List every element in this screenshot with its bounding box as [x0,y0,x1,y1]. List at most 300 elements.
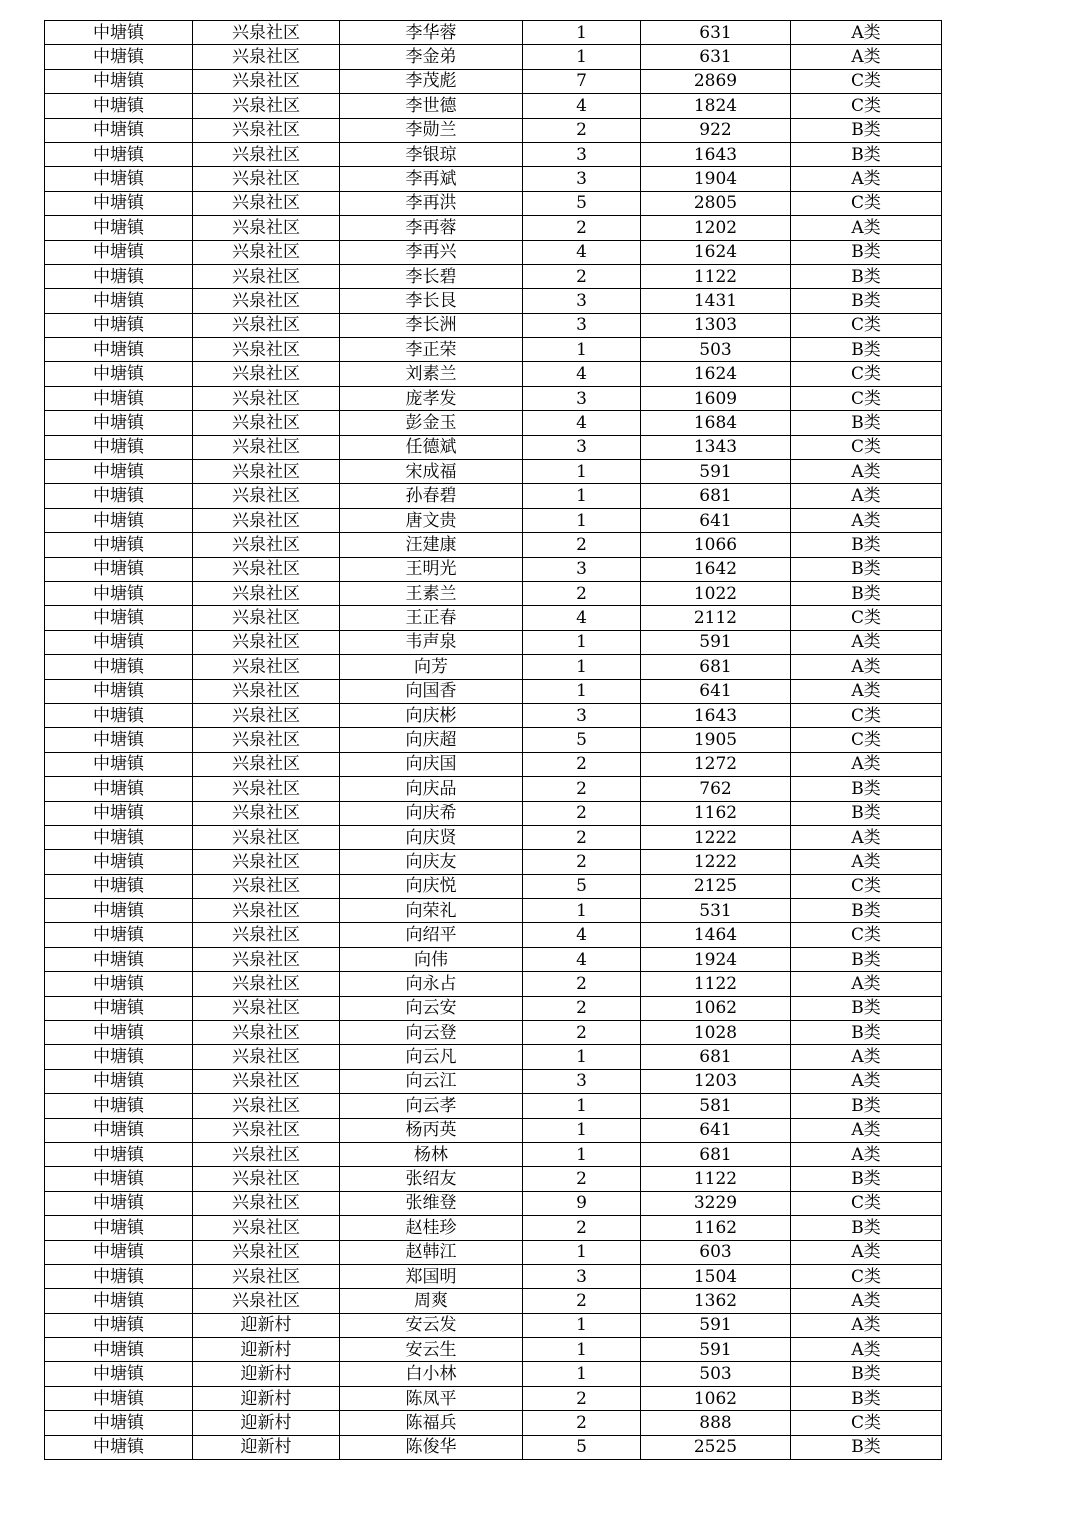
town-cell: 中塘镇 [45,216,193,240]
town-cell: 中塘镇 [45,972,193,996]
name-cell: 向绍平 [340,923,523,947]
table-row [45,1386,942,1410]
table-row [45,118,942,142]
amount-cell: 641 [641,1118,791,1142]
name-cell: 安云生 [340,1338,523,1362]
table-row [45,1021,942,1045]
count-cell: 3 [523,1264,641,1288]
name-cell: 庞孝发 [340,386,523,410]
table-row [45,1142,942,1166]
count-cell: 2 [523,1167,641,1191]
table-row [45,1313,942,1337]
category-cell: B类 [791,1094,942,1118]
count-cell: 2 [523,996,641,1020]
table-row [45,484,942,508]
table-row [45,191,942,215]
count-cell: 3 [523,1069,641,1093]
amount-cell: 1464 [641,923,791,947]
count-cell: 2 [523,581,641,605]
name-cell: 向庆国 [340,752,523,776]
count-cell: 5 [523,874,641,898]
table-row [45,1435,942,1459]
name-cell: 李再兴 [340,240,523,264]
count-cell: 5 [523,1435,641,1459]
community-cell: 兴泉社区 [193,338,340,362]
name-cell: 李银琼 [340,142,523,166]
town-cell: 中塘镇 [45,1435,193,1459]
count-cell: 1 [523,1094,641,1118]
category-cell: C类 [791,606,942,630]
count-cell: 1 [523,679,641,703]
community-cell: 兴泉社区 [193,386,340,410]
name-cell: 向永占 [340,972,523,996]
data-table [44,20,942,1460]
table-row [45,801,942,825]
count-cell: 3 [523,289,641,313]
table-row [45,947,942,971]
community-cell: 兴泉社区 [193,1191,340,1215]
count-cell: 2 [523,1411,641,1435]
community-cell: 兴泉社区 [193,1240,340,1264]
town-cell: 中塘镇 [45,801,193,825]
name-cell: 向云登 [340,1021,523,1045]
category-cell: B类 [791,1167,942,1191]
town-cell: 中塘镇 [45,874,193,898]
community-cell: 兴泉社区 [193,533,340,557]
category-cell: B类 [791,142,942,166]
amount-cell: 1222 [641,825,791,849]
amount-cell: 1066 [641,533,791,557]
amount-cell: 1362 [641,1289,791,1313]
count-cell: 2 [523,1386,641,1410]
table-row [45,460,942,484]
table-row [45,313,942,337]
town-cell: 中塘镇 [45,630,193,654]
town-cell: 中塘镇 [45,191,193,215]
amount-cell: 591 [641,630,791,654]
name-cell: 向芳 [340,655,523,679]
table-row [45,1411,942,1435]
table-row [45,606,942,630]
table-row [45,923,942,947]
name-cell: 安云发 [340,1313,523,1337]
category-cell: B类 [791,899,942,923]
count-cell: 2 [523,850,641,874]
name-cell: 向庆彬 [340,703,523,727]
table-row [45,1264,942,1288]
town-cell: 中塘镇 [45,703,193,727]
amount-cell: 1122 [641,264,791,288]
amount-cell: 2869 [641,69,791,93]
town-cell: 中塘镇 [45,411,193,435]
community-cell: 兴泉社区 [193,1069,340,1093]
community-cell: 兴泉社区 [193,947,340,971]
category-cell: C类 [791,362,942,386]
category-cell: A类 [791,1338,942,1362]
category-cell: A类 [791,21,942,45]
category-cell: A类 [791,508,942,532]
amount-cell: 2125 [641,874,791,898]
table-row [45,94,942,118]
table-row [45,338,942,362]
table-row [45,655,942,679]
amount-cell: 1624 [641,240,791,264]
community-cell: 兴泉社区 [193,752,340,776]
table-row [45,557,942,581]
amount-cell: 1504 [641,1264,791,1288]
count-cell: 7 [523,69,641,93]
community-cell: 迎新村 [193,1338,340,1362]
table-row [45,21,942,45]
category-cell: A类 [791,1069,942,1093]
table-body [45,21,942,1460]
table-row [45,240,942,264]
amount-cell: 1924 [641,947,791,971]
town-cell: 中塘镇 [45,45,193,69]
community-cell: 兴泉社区 [193,313,340,337]
amount-cell: 1022 [641,581,791,605]
name-cell: 张绍友 [340,1167,523,1191]
town-cell: 中塘镇 [45,557,193,581]
community-cell: 兴泉社区 [193,1167,340,1191]
count-cell: 3 [523,386,641,410]
category-cell: B类 [791,581,942,605]
name-cell: 向庆悦 [340,874,523,898]
name-cell: 刘素兰 [340,362,523,386]
category-cell: B类 [791,557,942,581]
amount-cell: 1062 [641,996,791,1020]
table-row [45,752,942,776]
table-row [45,216,942,240]
town-cell: 中塘镇 [45,484,193,508]
category-cell: A类 [791,484,942,508]
community-cell: 迎新村 [193,1362,340,1386]
name-cell: 李长艮 [340,289,523,313]
amount-cell: 1684 [641,411,791,435]
community-cell: 兴泉社区 [193,118,340,142]
name-cell: 陈俊华 [340,1435,523,1459]
town-cell: 中塘镇 [45,167,193,191]
table-row [45,1167,942,1191]
category-cell: B类 [791,533,942,557]
amount-cell: 1222 [641,850,791,874]
amount-cell: 503 [641,1362,791,1386]
count-cell: 1 [523,655,641,679]
community-cell: 兴泉社区 [193,777,340,801]
community-cell: 兴泉社区 [193,289,340,313]
count-cell: 1 [523,899,641,923]
name-cell: 唐文贵 [340,508,523,532]
town-cell: 中塘镇 [45,1362,193,1386]
amount-cell: 2112 [641,606,791,630]
table-row [45,1362,942,1386]
community-cell: 兴泉社区 [193,557,340,581]
community-cell: 兴泉社区 [193,996,340,1020]
name-cell: 汪建康 [340,533,523,557]
name-cell: 李茂彪 [340,69,523,93]
name-cell: 李长洲 [340,313,523,337]
name-cell: 李长碧 [340,264,523,288]
category-cell: A类 [791,1118,942,1142]
category-cell: B类 [791,996,942,1020]
amount-cell: 1062 [641,1386,791,1410]
amount-cell: 1343 [641,435,791,459]
amount-cell: 681 [641,1045,791,1069]
category-cell: B类 [791,338,942,362]
community-cell: 兴泉社区 [193,825,340,849]
amount-cell: 631 [641,45,791,69]
table-row [45,508,942,532]
count-cell: 3 [523,703,641,727]
town-cell: 中塘镇 [45,1240,193,1264]
category-cell: B类 [791,264,942,288]
community-cell: 兴泉社区 [193,460,340,484]
category-cell: C类 [791,1191,942,1215]
amount-cell: 1028 [641,1021,791,1045]
table-row [45,1240,942,1264]
community-cell: 兴泉社区 [193,728,340,752]
amount-cell: 1272 [641,752,791,776]
count-cell: 1 [523,1338,641,1362]
name-cell: 周爽 [340,1289,523,1313]
table-row [45,386,942,410]
count-cell: 4 [523,94,641,118]
name-cell: 向庆超 [340,728,523,752]
category-cell: A类 [791,679,942,703]
community-cell: 兴泉社区 [193,411,340,435]
category-cell: C类 [791,94,942,118]
table-row [45,1289,942,1313]
community-cell: 兴泉社区 [193,606,340,630]
community-cell: 兴泉社区 [193,1264,340,1288]
count-cell: 2 [523,1216,641,1240]
town-cell: 中塘镇 [45,240,193,264]
community-cell: 兴泉社区 [193,69,340,93]
amount-cell: 681 [641,484,791,508]
community-cell: 兴泉社区 [193,191,340,215]
name-cell: 杨丙英 [340,1118,523,1142]
table-row [45,1069,942,1093]
amount-cell: 2525 [641,1435,791,1459]
count-cell: 2 [523,264,641,288]
count-cell: 2 [523,825,641,849]
category-cell: B类 [791,801,942,825]
community-cell: 兴泉社区 [193,45,340,69]
name-cell: 李金弟 [340,45,523,69]
amount-cell: 503 [641,338,791,362]
count-cell: 2 [523,118,641,142]
town-cell: 中塘镇 [45,1216,193,1240]
name-cell: 李再斌 [340,167,523,191]
community-cell: 兴泉社区 [193,508,340,532]
town-cell: 中塘镇 [45,996,193,1020]
town-cell: 中塘镇 [45,899,193,923]
table-row [45,1216,942,1240]
community-cell: 兴泉社区 [193,801,340,825]
town-cell: 中塘镇 [45,728,193,752]
table-row [45,581,942,605]
town-cell: 中塘镇 [45,118,193,142]
category-cell: B类 [791,1216,942,1240]
town-cell: 中塘镇 [45,923,193,947]
count-cell: 1 [523,1045,641,1069]
town-cell: 中塘镇 [45,947,193,971]
community-cell: 兴泉社区 [193,1045,340,1069]
amount-cell: 591 [641,1338,791,1362]
amount-cell: 1642 [641,557,791,581]
name-cell: 向云孝 [340,1094,523,1118]
community-cell: 兴泉社区 [193,850,340,874]
count-cell: 2 [523,1021,641,1045]
count-cell: 1 [523,460,641,484]
amount-cell: 1122 [641,972,791,996]
name-cell: 向庆贤 [340,825,523,849]
amount-cell: 581 [641,1094,791,1118]
category-cell: B类 [791,1386,942,1410]
town-cell: 中塘镇 [45,142,193,166]
town-cell: 中塘镇 [45,1118,193,1142]
town-cell: 中塘镇 [45,1313,193,1337]
community-cell: 兴泉社区 [193,167,340,191]
town-cell: 中塘镇 [45,1411,193,1435]
name-cell: 李正荣 [340,338,523,362]
table-row [45,899,942,923]
community-cell: 兴泉社区 [193,484,340,508]
table-row [45,703,942,727]
table-row [45,972,942,996]
category-cell: C类 [791,1264,942,1288]
count-cell: 1 [523,338,641,362]
town-cell: 中塘镇 [45,289,193,313]
name-cell: 李华蓉 [340,21,523,45]
category-cell: A类 [791,1240,942,1264]
count-cell: 5 [523,191,641,215]
category-cell: C类 [791,386,942,410]
count-cell: 3 [523,557,641,581]
count-cell: 3 [523,435,641,459]
count-cell: 4 [523,606,641,630]
amount-cell: 1162 [641,1216,791,1240]
name-cell: 李世德 [340,94,523,118]
table-row [45,874,942,898]
community-cell: 兴泉社区 [193,240,340,264]
table-row [45,435,942,459]
amount-cell: 1905 [641,728,791,752]
category-cell: A类 [791,752,942,776]
town-cell: 中塘镇 [45,1191,193,1215]
category-cell: B类 [791,118,942,142]
town-cell: 中塘镇 [45,1094,193,1118]
table-row [45,264,942,288]
town-cell: 中塘镇 [45,850,193,874]
town-cell: 中塘镇 [45,362,193,386]
name-cell: 韦声泉 [340,630,523,654]
community-cell: 兴泉社区 [193,21,340,45]
category-cell: A类 [791,167,942,191]
community-cell: 兴泉社区 [193,679,340,703]
name-cell: 赵桂珍 [340,1216,523,1240]
table-row [45,850,942,874]
amount-cell: 681 [641,1142,791,1166]
name-cell: 李勋兰 [340,118,523,142]
table-row [45,45,942,69]
category-cell: B类 [791,777,942,801]
table-row [45,996,942,1020]
category-cell: B类 [791,411,942,435]
category-cell: B类 [791,289,942,313]
table-row [45,1338,942,1362]
community-cell: 兴泉社区 [193,899,340,923]
amount-cell: 591 [641,1313,791,1337]
category-cell: A类 [791,216,942,240]
count-cell: 1 [523,1118,641,1142]
count-cell: 1 [523,1240,641,1264]
community-cell: 兴泉社区 [193,1021,340,1045]
category-cell: A类 [791,1313,942,1337]
community-cell: 兴泉社区 [193,1118,340,1142]
amount-cell: 1643 [641,142,791,166]
town-cell: 中塘镇 [45,1386,193,1410]
amount-cell: 922 [641,118,791,142]
community-cell: 迎新村 [193,1435,340,1459]
community-cell: 迎新村 [193,1386,340,1410]
community-cell: 兴泉社区 [193,94,340,118]
category-cell: C类 [791,313,942,337]
count-cell: 3 [523,313,641,337]
community-cell: 兴泉社区 [193,264,340,288]
amount-cell: 2805 [641,191,791,215]
amount-cell: 1609 [641,386,791,410]
category-cell: A类 [791,460,942,484]
table-row [45,1094,942,1118]
name-cell: 彭金玉 [340,411,523,435]
community-cell: 兴泉社区 [193,1216,340,1240]
count-cell: 1 [523,1362,641,1386]
count-cell: 2 [523,533,641,557]
amount-cell: 1122 [641,1167,791,1191]
count-cell: 3 [523,142,641,166]
count-cell: 1 [523,21,641,45]
name-cell: 白小林 [340,1362,523,1386]
community-cell: 兴泉社区 [193,581,340,605]
category-cell: C类 [791,728,942,752]
town-cell: 中塘镇 [45,825,193,849]
count-cell: 9 [523,1191,641,1215]
community-cell: 兴泉社区 [193,435,340,459]
category-cell: B类 [791,1362,942,1386]
amount-cell: 641 [641,679,791,703]
name-cell: 杨林 [340,1142,523,1166]
name-cell: 向国香 [340,679,523,703]
name-cell: 李再洪 [340,191,523,215]
count-cell: 4 [523,923,641,947]
community-cell: 兴泉社区 [193,216,340,240]
community-cell: 迎新村 [193,1313,340,1337]
table-row [45,679,942,703]
category-cell: C类 [791,191,942,215]
community-cell: 兴泉社区 [193,972,340,996]
town-cell: 中塘镇 [45,313,193,337]
category-cell: B类 [791,947,942,971]
table-row [45,167,942,191]
name-cell: 向伟 [340,947,523,971]
community-cell: 兴泉社区 [193,923,340,947]
town-cell: 中塘镇 [45,1289,193,1313]
community-cell: 兴泉社区 [193,703,340,727]
town-cell: 中塘镇 [45,460,193,484]
table-row [45,825,942,849]
count-cell: 3 [523,167,641,191]
